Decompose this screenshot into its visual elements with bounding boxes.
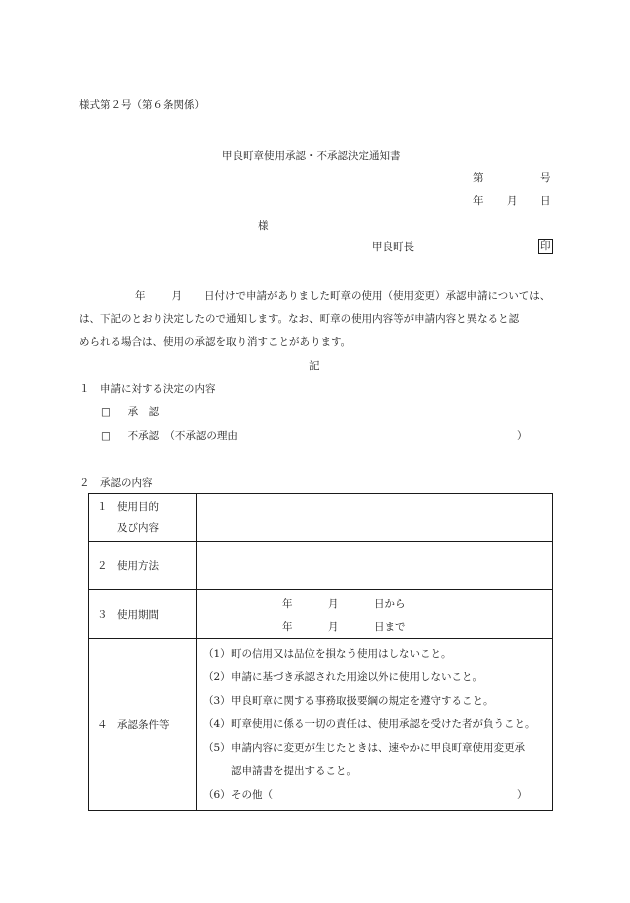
condition-item-other: （6）その他（ ） xyxy=(197,784,552,808)
row1-label-line1: 使用目的 xyxy=(117,500,159,513)
condition-item: （5）申請内容に変更が生じたときは、速やかに甲良町章使用変更承 xyxy=(203,741,525,754)
condition-item: （4）町章使用に係る一切の責任は、使用承認を受けた者が負うこと。 xyxy=(203,718,536,731)
approval-table xyxy=(88,493,553,811)
checkbox-approve[interactable]: □ xyxy=(101,406,111,418)
period-from-year: 年 xyxy=(282,598,293,610)
addressee-suffix: 様 xyxy=(258,220,269,232)
condition-item: （2）申請に基づき承認された用途以外に使用しないこと。 xyxy=(203,671,483,684)
usage-method-field[interactable] xyxy=(197,542,553,590)
row4-label: ４ 承認条件等 xyxy=(89,639,197,811)
table-row xyxy=(89,590,553,639)
body-line-2: は、下記のとおり決定したので通知します。なお、町章の使用内容等が申請内容と異なると認 xyxy=(79,313,520,325)
period-from-day: 日から xyxy=(374,598,406,610)
table-row xyxy=(89,639,553,811)
period-to-day: 日まで xyxy=(374,621,406,633)
conditions-cell xyxy=(197,639,553,811)
row1-label: １ 使用目的 及び内容 xyxy=(89,494,197,542)
condition-item: （3）甲良町章に関する事務取扱要綱の規定を遵守すること。 xyxy=(203,694,494,707)
option-reject xyxy=(101,429,238,443)
option-approve xyxy=(101,405,159,419)
table-row xyxy=(89,494,553,542)
other-close-paren: ） xyxy=(517,788,528,801)
checkbox-reject[interactable]: □ xyxy=(101,430,111,442)
period-from-month: 月 xyxy=(328,598,339,610)
option-approve-label: 承 認 xyxy=(127,406,160,418)
date-day: 日 xyxy=(540,195,551,207)
condition-item-continued: 認申請書を提出すること。 xyxy=(231,765,357,778)
body-paragraph xyxy=(79,285,551,354)
period-to-month: 月 xyxy=(328,621,339,633)
body-line-3: められる場合は、使用の承認を取り消すことがあります。 xyxy=(79,336,352,348)
document-title: 甲良町章使用承認・不承認決定通知書 xyxy=(222,150,401,162)
row3-label: ３ 使用期間 xyxy=(89,590,197,639)
usage-purpose-field[interactable] xyxy=(197,494,553,542)
option-reject-label: 不承認 （不承認の理由 xyxy=(127,430,238,442)
section1-heading: １ 申請に対する決定の内容 xyxy=(79,383,216,395)
row2-label: ２ 使用方法 xyxy=(89,542,197,590)
period-to-year: 年 xyxy=(282,621,293,633)
ki-label: 記 xyxy=(309,360,320,372)
date-year: 年 xyxy=(473,195,484,207)
ref-number-go: 号 xyxy=(540,172,551,184)
seal-mark: 印 xyxy=(540,240,551,252)
usage-period-field[interactable] xyxy=(197,590,553,639)
form-number: 様式第２号（第６条関係） xyxy=(79,99,205,111)
issuer-name: 甲良町長 xyxy=(372,241,414,253)
table-row xyxy=(89,542,553,590)
date-month: 月 xyxy=(507,195,518,207)
section2-heading: ２ 承認の内容 xyxy=(79,477,153,489)
row1-label-line2: 及び内容 xyxy=(117,521,159,534)
ref-number-dai: 第 xyxy=(473,172,484,184)
reject-reason-close: ） xyxy=(517,430,528,442)
body-line-1: 年 月 日付けで申請がありました町章の使用（使用変更）承認申請については、 xyxy=(135,290,551,302)
condition-item: （1）町の信用又は品位を損なう使用はしないこと。 xyxy=(203,647,452,660)
